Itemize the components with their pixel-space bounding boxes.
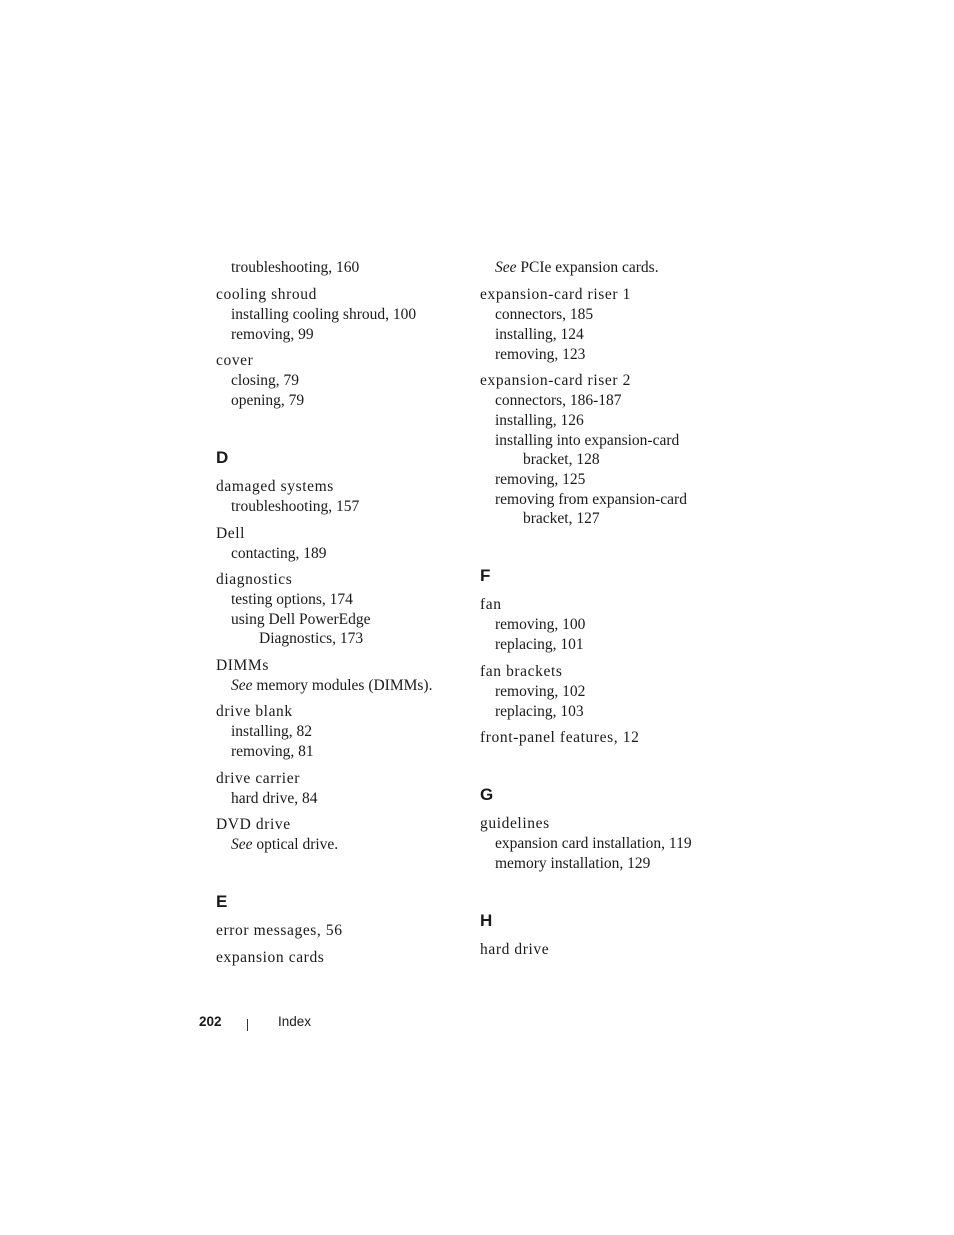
- index-entry: error messages, 56: [216, 922, 343, 939]
- page-number: 202: [199, 1014, 222, 1029]
- index-subentry: using Dell PowerEdge: [231, 611, 371, 628]
- index-entry: Dell: [216, 524, 246, 542]
- index-entry: fan: [480, 596, 502, 613]
- index-subentry: removing, 100: [495, 616, 586, 633]
- index-subentry: troubleshooting, 157: [231, 498, 360, 515]
- index-subentry-continuation: bracket, 127: [523, 510, 600, 527]
- index-subentry: troubleshooting, 160: [231, 259, 360, 276]
- index-entry: hard drive: [480, 941, 550, 958]
- section-spacer: [216, 855, 466, 892]
- index-entry: expansion-card riser 2: [480, 372, 631, 389]
- index-see-reference: [216, 835, 466, 855]
- index-subentry: connectors, 185: [495, 305, 594, 323]
- see-target: PCIe expansion cards.: [516, 259, 659, 276]
- index-entry: DVD drive: [216, 816, 291, 833]
- index-column-right: [480, 258, 730, 960]
- index-subentry: hard drive, 84: [231, 789, 318, 807]
- index-entry: cooling shroud: [216, 285, 317, 303]
- index-section-letter: F: [480, 566, 491, 585]
- index-entry: guidelines: [480, 815, 550, 832]
- index-section-letter: E: [216, 892, 228, 911]
- index-subentry: closing, 79: [231, 372, 300, 389]
- index-see-reference: [480, 258, 730, 278]
- section-spacer: [480, 748, 730, 785]
- footer-separator: [247, 1019, 248, 1031]
- index-subentry: contacting, 189: [231, 544, 327, 562]
- index-subentry-continuation: bracket, 128: [523, 451, 600, 468]
- section-spacer: [480, 874, 730, 911]
- index-entry: expansion cards: [216, 948, 325, 966]
- index-subentry: installing cooling shroud, 100: [231, 305, 417, 323]
- index-subentry: removing from expansion-card: [495, 491, 687, 508]
- index-entry: cover: [216, 352, 254, 369]
- index-subentry: installing, 124: [495, 325, 584, 343]
- index-entry: DIMMs: [216, 656, 269, 674]
- index-subentry: removing, 123: [495, 345, 586, 363]
- index-subentry: testing options, 174: [231, 591, 353, 608]
- footer-section-title: Index: [278, 1014, 312, 1029]
- index-entry: front-panel features, 12: [480, 729, 640, 746]
- index-subentry: removing, 102: [495, 682, 586, 700]
- index-subentry-continuation: Diagnostics, 173: [259, 630, 364, 647]
- section-spacer: [216, 411, 466, 448]
- see-label: See: [231, 676, 253, 694]
- index-subentry: replacing, 103: [495, 702, 584, 720]
- see-target: memory modules (DIMMs).: [252, 676, 433, 694]
- index-subentry: installing, 126: [495, 412, 584, 429]
- index-section-letter: D: [216, 448, 229, 467]
- index-subentry: opening, 79: [231, 392, 305, 409]
- index-section-letter: H: [480, 911, 493, 930]
- index-subentry: installing into expansion-card: [495, 432, 680, 449]
- section-spacer: [480, 529, 730, 566]
- index-section-letter: G: [480, 785, 494, 804]
- index-subentry: installing, 82: [231, 723, 312, 740]
- index-entry: drive blank: [216, 703, 293, 720]
- index-entry: damaged systems: [216, 478, 334, 495]
- index-entry: diagnostics: [216, 571, 293, 588]
- index-see-reference: [216, 676, 466, 696]
- index-subentry: removing, 125: [495, 471, 586, 488]
- index-entry: fan brackets: [480, 662, 563, 680]
- index-subentry: memory installation, 129: [495, 855, 651, 872]
- see-label: See: [231, 836, 253, 853]
- index-column-left: [216, 258, 466, 968]
- index-subentry: connectors, 186-187: [495, 392, 622, 409]
- index-subentry: expansion card installation, 119: [495, 835, 692, 852]
- see-label: See: [495, 259, 517, 276]
- index-entry: expansion-card riser 1: [480, 285, 631, 303]
- index-subentry: removing, 81: [231, 743, 314, 760]
- index-subentry: removing, 99: [231, 325, 314, 343]
- index-entry: drive carrier: [216, 769, 300, 787]
- see-target: optical drive.: [252, 836, 339, 853]
- index-subentry: replacing, 101: [495, 636, 584, 653]
